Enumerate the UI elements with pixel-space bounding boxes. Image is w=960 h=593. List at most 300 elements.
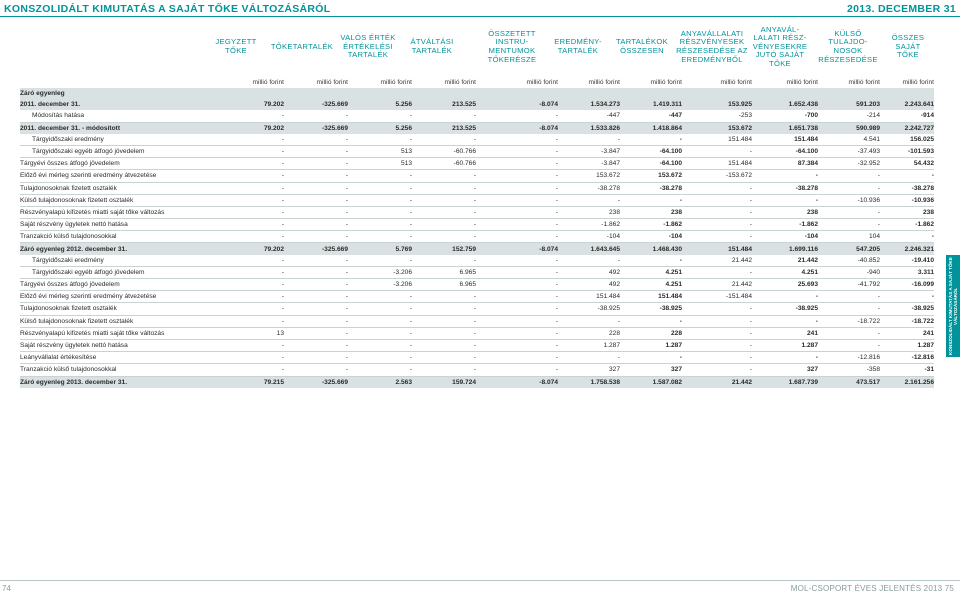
value-cell: 2.161.256: [880, 376, 934, 388]
value-cell: -: [558, 194, 620, 206]
column-header: ANYAVÁL- LALATI RÉSZ- VÉNYESEKRE JUTÓ SAJÁT TŐKE: [752, 24, 808, 68]
value-cell: -: [348, 255, 412, 267]
table-row: [20, 364, 934, 376]
value-cell: -: [818, 170, 880, 182]
value-cell: [412, 88, 476, 99]
value-cell: -: [412, 219, 476, 231]
value-cell: -: [412, 170, 476, 182]
value-cell: -: [284, 266, 348, 278]
value-cell: 4.251: [620, 266, 682, 278]
value-cell: -: [228, 206, 284, 218]
value-cell: 213.525: [412, 99, 476, 110]
value-cell: -: [348, 339, 412, 351]
value-cell: 1.687.739: [752, 376, 818, 388]
value-cell: 241: [880, 327, 934, 339]
value-cell: -: [682, 231, 752, 243]
value-cell: -: [228, 110, 284, 122]
table-row: [20, 194, 934, 206]
value-cell: -32.952: [818, 158, 880, 170]
value-cell: 1.652.438: [752, 99, 818, 110]
table-row: [20, 158, 934, 170]
value-cell: -: [476, 364, 558, 376]
value-cell: -38.278: [752, 182, 818, 194]
table-row: [20, 110, 934, 122]
value-cell: -38.278: [880, 182, 934, 194]
value-cell: -: [228, 182, 284, 194]
value-cell: -1.862: [880, 219, 934, 231]
value-cell: -: [412, 291, 476, 303]
units-row: [20, 76, 934, 88]
value-cell: 54.432: [880, 158, 934, 170]
value-cell: -447: [620, 110, 682, 122]
unit-cell: millió forint: [252, 78, 284, 86]
value-cell: 492: [558, 266, 620, 278]
value-cell: -: [348, 231, 412, 243]
row-label: Módosítás hatása: [20, 110, 228, 122]
footer-rule: [0, 580, 960, 581]
value-cell: 238: [880, 206, 934, 218]
value-cell: -: [682, 352, 752, 364]
value-cell: -: [228, 255, 284, 267]
value-cell: 513: [348, 145, 412, 157]
value-cell: -: [348, 303, 412, 315]
value-cell: -: [348, 291, 412, 303]
value-cell: [558, 88, 620, 99]
table-row: [20, 352, 934, 364]
value-cell: -214: [818, 110, 880, 122]
row-label: Külső tulajdonosoknak fizetett osztalék: [20, 315, 228, 327]
value-cell: -104: [620, 231, 682, 243]
value-cell: -10.936: [880, 194, 934, 206]
value-cell: 4.251: [620, 279, 682, 291]
value-cell: -: [284, 158, 348, 170]
value-cell: 1.651.738: [752, 122, 818, 134]
value-cell: -700: [752, 110, 818, 122]
value-cell: -: [476, 339, 558, 351]
document-title: KONSZOLIDÁLT KIMUTATÁS A SAJÁT TŐKE VÁLTOZÁSÁRÓL: [4, 3, 331, 15]
column-header: ANYAVÁLLALATI RÉSZVÉNYESEK RÉSZESEDÉSE AZ EREDMÉNYBŐL: [676, 28, 748, 64]
value-cell: -: [412, 315, 476, 327]
value-cell: -: [476, 170, 558, 182]
value-cell: -: [682, 219, 752, 231]
value-cell: 153.672: [682, 122, 752, 134]
value-cell: 153.672: [558, 170, 620, 182]
value-cell: -1.862: [752, 219, 818, 231]
value-cell: -153.672: [682, 170, 752, 182]
value-cell: -10.936: [818, 194, 880, 206]
value-cell: -: [476, 291, 558, 303]
value-cell: 1.287: [620, 339, 682, 351]
value-cell: -60.766: [412, 145, 476, 157]
value-cell: [348, 88, 412, 99]
value-cell: -: [348, 219, 412, 231]
value-cell: -8.074: [476, 99, 558, 110]
value-cell: 5.256: [348, 99, 412, 110]
value-cell: -101.593: [880, 145, 934, 157]
value-cell: -19.410: [880, 255, 934, 267]
column-header: EREDMÉNY- TARTALÉK: [554, 37, 602, 55]
value-cell: -: [476, 206, 558, 218]
value-cell: -12.816: [818, 352, 880, 364]
unit-cell: millió forint: [902, 78, 934, 86]
value-cell: -: [620, 194, 682, 206]
value-cell: 327: [620, 364, 682, 376]
row-label: Leányvállalat értékesítése: [20, 352, 228, 364]
unit-cell: millió forint: [786, 78, 818, 86]
row-label: Tárgyidőszaki egyéb átfogó jövedelem: [20, 266, 228, 278]
value-cell: -: [558, 255, 620, 267]
unit-cell: millió forint: [526, 78, 558, 86]
value-cell: -3.847: [558, 145, 620, 157]
value-cell: -: [228, 339, 284, 351]
value-cell: 1.287: [880, 339, 934, 351]
table-row: [20, 231, 934, 243]
value-cell: 1.287: [558, 339, 620, 351]
value-cell: 1.287: [752, 339, 818, 351]
row-label: Záró egyenleg 2013. december 31.: [20, 376, 228, 388]
value-cell: -: [412, 339, 476, 351]
value-cell: -: [620, 315, 682, 327]
value-cell: 151.484: [682, 134, 752, 146]
value-cell: 1.643.645: [558, 243, 620, 255]
value-cell: -151.484: [682, 291, 752, 303]
row-label: Saját részvény ügyletek nettó hatása: [20, 219, 228, 231]
value-cell: -: [818, 291, 880, 303]
value-cell: -: [348, 170, 412, 182]
unit-cell: millió forint: [444, 78, 476, 86]
value-cell: -: [682, 339, 752, 351]
value-cell: -: [818, 327, 880, 339]
value-cell: -: [284, 182, 348, 194]
value-cell: -: [348, 327, 412, 339]
value-cell: 151.484: [752, 134, 818, 146]
row-label: Záró egyenleg: [20, 88, 228, 99]
value-cell: -: [284, 279, 348, 291]
row-label: Részvényalapú kifizetés miatti saját tőke változás: [20, 206, 228, 218]
value-cell: -: [348, 182, 412, 194]
value-cell: -38.925: [558, 303, 620, 315]
value-cell: [752, 88, 818, 99]
column-header: ÖSSZES SAJÁT TŐKE: [891, 33, 925, 60]
value-cell: -: [880, 291, 934, 303]
value-cell: -: [348, 206, 412, 218]
value-cell: -: [228, 352, 284, 364]
value-cell: 238: [558, 206, 620, 218]
value-cell: -: [284, 194, 348, 206]
value-cell: -: [476, 110, 558, 122]
column-header: ÖSSZETETT INSTRU- MENTUMOK TŐKERÉSZE: [487, 28, 537, 64]
units-label-cell: [20, 76, 228, 88]
table-row: [20, 243, 934, 255]
value-cell: -60.766: [412, 158, 476, 170]
value-cell: 591.203: [818, 99, 880, 110]
value-cell: 228: [620, 327, 682, 339]
value-cell: 241: [752, 327, 818, 339]
value-cell: -: [412, 327, 476, 339]
value-cell: -38.925: [880, 303, 934, 315]
value-cell: 492: [558, 279, 620, 291]
table-row: [20, 122, 934, 134]
value-cell: -: [476, 266, 558, 278]
value-cell: -: [284, 327, 348, 339]
value-cell: -38.278: [558, 182, 620, 194]
table-row: [20, 266, 934, 278]
value-cell: -3.206: [348, 279, 412, 291]
value-cell: 2.246.321: [880, 243, 934, 255]
value-cell: 6.965: [412, 279, 476, 291]
value-cell: 104: [818, 231, 880, 243]
table-row: [20, 170, 934, 182]
value-cell: 473.517: [818, 376, 880, 388]
value-cell: 5.256: [348, 122, 412, 134]
value-cell: -: [476, 182, 558, 194]
value-cell: -1.862: [558, 219, 620, 231]
value-cell: 327: [752, 364, 818, 376]
value-cell: 152.759: [412, 243, 476, 255]
value-cell: -: [228, 145, 284, 157]
value-cell: -: [284, 255, 348, 267]
value-cell: -104: [752, 231, 818, 243]
value-cell: -: [228, 134, 284, 146]
value-cell: 159.724: [412, 376, 476, 388]
column-header: KÜLSŐ TULAJDO- NOSOK RÉSZESEDÉSE: [818, 28, 878, 64]
document-date: 2013. DECEMBER 31: [847, 3, 956, 15]
row-label: Tárgyévi összes átfogó jövedelem: [20, 279, 228, 291]
value-cell: -41.792: [818, 279, 880, 291]
value-cell: 156.025: [880, 134, 934, 146]
value-cell: -: [558, 134, 620, 146]
value-cell: [284, 88, 348, 99]
row-label: Tárgyévi összes átfogó jövedelem: [20, 158, 228, 170]
row-label: Záró egyenleg 2012. december 31.: [20, 243, 228, 255]
table-row: [20, 182, 934, 194]
value-cell: -: [284, 303, 348, 315]
value-cell: -38.278: [620, 182, 682, 194]
page-number-left: 74: [2, 584, 11, 593]
value-cell: -: [412, 231, 476, 243]
row-label: Tulajdonosoknak fizetett osztalék: [20, 182, 228, 194]
value-cell: 153.672: [620, 170, 682, 182]
value-cell: -: [476, 219, 558, 231]
value-cell: -64.100: [620, 158, 682, 170]
value-cell: [228, 88, 284, 99]
value-cell: -: [412, 255, 476, 267]
value-cell: -3.847: [558, 158, 620, 170]
value-cell: 1.468.430: [620, 243, 682, 255]
value-cell: -: [558, 315, 620, 327]
value-cell: -: [348, 364, 412, 376]
value-cell: 21.442: [682, 279, 752, 291]
value-cell: -12.816: [880, 352, 934, 364]
value-cell: 6.965: [412, 266, 476, 278]
value-cell: 1.418.864: [620, 122, 682, 134]
value-cell: 1.699.116: [752, 243, 818, 255]
value-cell: -: [412, 134, 476, 146]
row-label: Előző évi mérleg szerinti eredmény átvezetése: [20, 170, 228, 182]
table-row: [20, 339, 934, 351]
value-cell: -: [818, 219, 880, 231]
value-cell: [880, 88, 934, 99]
value-cell: 4.541: [818, 134, 880, 146]
value-cell: -: [682, 206, 752, 218]
value-cell: 151.484: [682, 243, 752, 255]
value-cell: 238: [620, 206, 682, 218]
value-cell: -: [284, 231, 348, 243]
value-cell: -: [412, 364, 476, 376]
value-cell: -: [682, 303, 752, 315]
value-cell: -: [476, 315, 558, 327]
value-cell: 79.202: [228, 243, 284, 255]
table-row: [20, 88, 934, 99]
value-cell: -: [284, 134, 348, 146]
value-cell: -: [818, 339, 880, 351]
value-cell: -: [880, 231, 934, 243]
value-cell: -: [476, 279, 558, 291]
value-cell: -: [818, 206, 880, 218]
value-cell: -: [476, 134, 558, 146]
value-cell: 3.311: [880, 266, 934, 278]
value-cell: -: [412, 352, 476, 364]
table-row: [20, 206, 934, 218]
value-cell: -: [558, 352, 620, 364]
page-number-right: MOL-CSOPORT ÉVES JELENTÉS 2013 75: [790, 584, 954, 593]
value-cell: 21.442: [682, 376, 752, 388]
column-header: TŐKETARTALÉK: [270, 41, 334, 51]
value-cell: [476, 88, 558, 99]
row-label: 2011. december 31.: [20, 99, 228, 110]
row-label: Tulajdonosoknak fizetett osztalék: [20, 303, 228, 315]
unit-cell: millió forint: [720, 78, 752, 86]
value-cell: -3.206: [348, 266, 412, 278]
value-cell: 87.384: [752, 158, 818, 170]
equity-table: [20, 76, 934, 388]
value-cell: 1.533.826: [558, 122, 620, 134]
value-cell: -: [818, 182, 880, 194]
value-cell: 153.925: [682, 99, 752, 110]
value-cell: -: [476, 352, 558, 364]
value-cell: -: [620, 134, 682, 146]
value-cell: -: [476, 255, 558, 267]
value-cell: -: [620, 352, 682, 364]
value-cell: [818, 88, 880, 99]
value-cell: -: [682, 145, 752, 157]
value-cell: -31: [880, 364, 934, 376]
table-row: [20, 303, 934, 315]
value-cell: -: [284, 170, 348, 182]
value-cell: 238: [752, 206, 818, 218]
value-cell: -: [682, 364, 752, 376]
value-cell: -: [682, 194, 752, 206]
table-row: [20, 327, 934, 339]
value-cell: -: [682, 266, 752, 278]
value-cell: -: [412, 194, 476, 206]
value-cell: -: [284, 352, 348, 364]
value-cell: 327: [558, 364, 620, 376]
value-cell: 1.587.082: [620, 376, 682, 388]
value-cell: -16.099: [880, 279, 934, 291]
value-cell: -: [228, 279, 284, 291]
value-cell: -: [752, 291, 818, 303]
value-cell: -: [228, 158, 284, 170]
value-cell: -40.852: [818, 255, 880, 267]
header-rule: [0, 16, 960, 17]
table-row: [20, 376, 934, 388]
value-cell: -914: [880, 110, 934, 122]
value-cell: -: [284, 206, 348, 218]
value-cell: -: [228, 303, 284, 315]
table-row: [20, 134, 934, 146]
table-row: [20, 279, 934, 291]
value-cell: 213.525: [412, 122, 476, 134]
value-cell: -8.074: [476, 122, 558, 134]
value-cell: 4.251: [752, 266, 818, 278]
value-cell: 5.769: [348, 243, 412, 255]
row-label: Külső tulajdonosoknak fizetett osztalék: [20, 194, 228, 206]
value-cell: 1.419.311: [620, 99, 682, 110]
value-cell: -: [752, 315, 818, 327]
value-cell: 2.243.641: [880, 99, 934, 110]
value-cell: -18.722: [818, 315, 880, 327]
value-cell: 21.442: [682, 255, 752, 267]
column-header: JEGYZETT TŐKE: [215, 37, 257, 55]
value-cell: -: [682, 327, 752, 339]
value-cell: 1.534.273: [558, 99, 620, 110]
value-cell: -358: [818, 364, 880, 376]
value-cell: -447: [558, 110, 620, 122]
value-cell: -: [284, 110, 348, 122]
column-header: VALÓS ÉRTÉK ÉRTÉKELÉSI TARTALÉK: [340, 33, 396, 60]
value-cell: -104: [558, 231, 620, 243]
value-cell: -: [412, 110, 476, 122]
value-cell: 547.205: [818, 243, 880, 255]
row-label: Tranzakció külső tulajdonosokkal: [20, 364, 228, 376]
value-cell: -: [284, 291, 348, 303]
value-cell: -: [682, 315, 752, 327]
column-header: TARTALÉKOK ÖSSZESEN: [616, 37, 668, 55]
value-cell: -: [228, 315, 284, 327]
row-label: Előző évi mérleg szerinti eredmény átvezetése: [20, 291, 228, 303]
value-cell: -: [476, 231, 558, 243]
table-row: [20, 99, 934, 110]
unit-cell: millió forint: [380, 78, 412, 86]
value-cell: -64.100: [620, 145, 682, 157]
value-cell: -: [228, 194, 284, 206]
unit-cell: millió forint: [588, 78, 620, 86]
table-row: [20, 219, 934, 231]
value-cell: 21.442: [752, 255, 818, 267]
value-cell: -: [228, 170, 284, 182]
value-cell: -: [818, 303, 880, 315]
value-cell: -325.669: [284, 376, 348, 388]
value-cell: 151.484: [620, 291, 682, 303]
column-header: ÁTVÁLTÁSI TARTALÉK: [410, 37, 454, 55]
value-cell: [682, 88, 752, 99]
value-cell: 13: [228, 327, 284, 339]
value-cell: -: [348, 134, 412, 146]
value-cell: 513: [348, 158, 412, 170]
value-cell: -: [348, 352, 412, 364]
value-cell: -: [682, 182, 752, 194]
value-cell: -: [228, 231, 284, 243]
value-cell: -325.669: [284, 99, 348, 110]
value-cell: 1.758.538: [558, 376, 620, 388]
value-cell: -940: [818, 266, 880, 278]
value-cell: -: [412, 182, 476, 194]
value-cell: -8.074: [476, 376, 558, 388]
value-cell: -: [476, 194, 558, 206]
value-cell: 79.215: [228, 376, 284, 388]
unit-cell: millió forint: [316, 78, 348, 86]
